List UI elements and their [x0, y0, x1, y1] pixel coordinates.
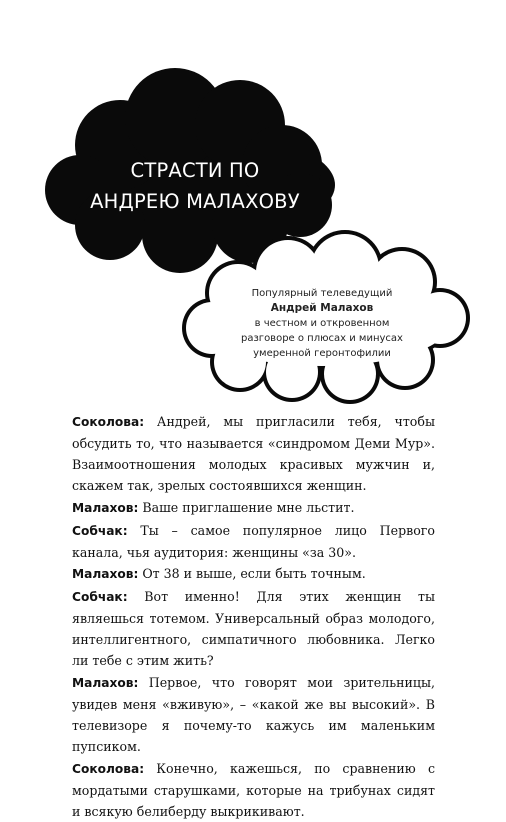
- dialogue-paragraph: [72, 411, 435, 496]
- dialogue-text: Ваше приглашение мне льстит.: [138, 499, 355, 515]
- speaker-name: Соколова:: [72, 762, 145, 777]
- title-line: АНДРЕЮ МАЛАХОВУ: [90, 190, 300, 213]
- speaker-name: Малахов:: [72, 500, 139, 515]
- speaker-name: Собчак:: [72, 523, 128, 538]
- dialogue-text: Вот именно! Для этих женщин ты являешься тотемом. Универсальный образ молодого, интеллигентного, симпатичного любовника. Легко ли тебе с этим жить?: [72, 589, 435, 669]
- dialogue-paragraph: [72, 563, 435, 585]
- dialogue-paragraph: [72, 672, 435, 757]
- dialogue-text: Андрей, мы пригласили тебя, чтобы обсудить то, что называется «синдромом Деми Мур». Взаимоотношения молодых красивых мужчин и, скажем так, зрелых состоявшихся женщин.: [72, 414, 435, 494]
- page-title: [60, 155, 330, 217]
- lead-line: разговоре о плюсах и минусах: [241, 333, 403, 344]
- speaker-name: Малахов:: [72, 676, 139, 691]
- speaker-name: Собчак:: [72, 590, 128, 605]
- interview-dialogue: [72, 411, 435, 822]
- lead-line: в честном и откровенном: [254, 318, 390, 329]
- dialogue-paragraph: [72, 497, 435, 519]
- lead-line: умеренной геронтофилии: [253, 348, 391, 359]
- dialogue-text: От 38 и выше, если быть точным.: [138, 566, 366, 582]
- title-line: СТРАСТИ ПО: [130, 159, 260, 182]
- dialogue-paragraph: [72, 586, 435, 671]
- dialogue-text: Ты – самое популярное лицо Первого канала, чья аудитория: женщины «за 30».: [72, 522, 435, 560]
- dialogue-text: Первое, что говорят мои зрительницы, увидев меня «вживую», – «какой же вы высокий». В телевизоре я почему-то кажусь им маленьким пупсиком.: [72, 675, 435, 755]
- dialogue-paragraph: [72, 758, 435, 822]
- lead-author: Андрей Малахов: [270, 302, 374, 314]
- lead-paragraph: [200, 286, 444, 361]
- speaker-name: Соколова:: [72, 415, 145, 429]
- speaker-name: Малахов:: [72, 567, 139, 582]
- lead-line: Популярный телеведущий: [251, 288, 393, 299]
- dialogue-text: Конечно, кажешься, по сравнению с мордатыми старушками, которые на трибунах сидят и всякую белиберду выкрикивают.: [72, 761, 435, 820]
- dialogue-paragraph: [72, 520, 435, 563]
